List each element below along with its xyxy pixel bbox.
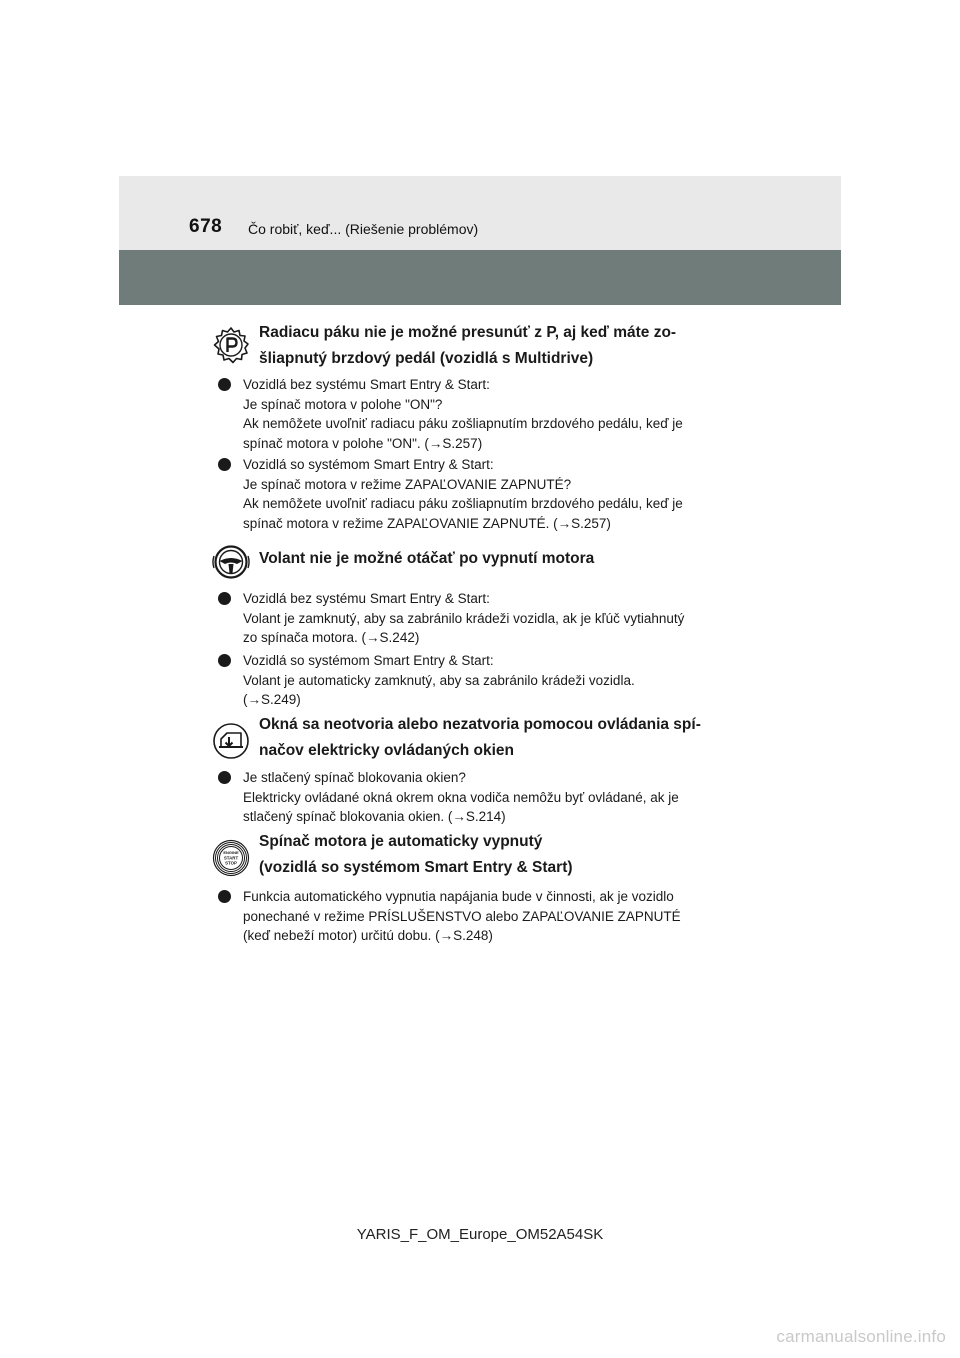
item-line: Vozidlá bez systému Smart Entry & Start: [243,377,490,392]
steering-lock-icon [212,543,250,581]
item-line: Je stlačený spínač blokovania okien? [243,770,466,785]
item-line: zo spínača motora. (→S.242) [243,630,420,645]
chapter-title: Čo robiť, keď... (Riešenie problémov) [248,221,479,237]
bullet-icon [218,378,231,391]
icon-label: START [223,855,239,861]
item-line: stlačený spínač blokovania okien. (→S.214) [243,809,506,824]
document-footer: YARIS_F_OM_Europe_OM52A54SK [356,1226,604,1243]
icon-label: ENGINE [223,850,239,855]
section-title [259,829,744,881]
title-line: (vozidlá so systémom Smart Entry & Start) [259,859,573,876]
section-title [259,546,744,572]
item-line: Je spínač motora v režime ZAPAĽOVANIE ZAPNUTÉ? [243,476,572,492]
item-line: Volant je zamknutý, aby sa zabránilo krádeži vozidla, ak je kľúč vytiahnutý [243,610,685,626]
engine-start-stop-icon [212,839,250,877]
bullet-icon [218,592,231,605]
item-line: Funkcia automatického vypnutia napájania bude v činnosti, ak je vozidlo [243,889,674,904]
item-line: ponechané v režime PRÍSLUŠENSTVO alebo ZAPAĽOVANIE ZAPNUTÉ [243,908,681,924]
bullet-icon [218,890,231,903]
item-line: Vozidlá so systémom Smart Entry & Start: [243,457,494,472]
watermark: carmanualsonline.info [776,1327,946,1346]
item-line: (→S.249) [243,692,301,707]
header-band [119,176,841,250]
bullet-icon [218,458,231,471]
list-item [218,768,745,827]
page-number: 678 [189,216,223,237]
p-gear-icon [212,326,250,364]
item-line: Ak nemôžete uvoľniť radiacu páku zošliapnutím brzdového pedálu, keď je [243,496,683,511]
bullet-icon [218,771,231,784]
section-title [259,712,744,764]
power-window-icon [212,722,250,760]
section-title [259,320,744,372]
title-line: Radiacu páku nie je možné presunúť z P, aj keď máte zo- [259,324,677,341]
item-line: spínač motora v režime ZAPAĽOVANIE ZAPNUTÉ. (→S.257) [243,515,611,531]
title-line: načov elektricky ovládaných okien [259,742,515,759]
list-item [218,651,745,710]
item-line: Volant je automaticky zamknutý, aby sa zabránilo krádeži vozidla. [243,672,635,688]
list-item [218,589,745,648]
title-line: Okná sa neotvoria alebo nezatvoria pomocou ovládania spí- [259,716,701,733]
item-line: Je spínač motora v polohe "ON"? [243,396,443,412]
bullet-icon [218,654,231,667]
item-line: Elektricky ovládané okná okrem okna vodiča nemôžu byť ovládané, ak je [243,789,679,805]
list-item [218,375,745,453]
item-line: Vozidlá bez systému Smart Entry & Start: [243,591,490,606]
list-item [218,887,745,946]
item-line: Ak nemôžete uvoľniť radiacu páku zošliapnutím brzdového pedálu, keď je [243,416,683,431]
title-line: šliapnutý brzdový pedál (vozidlá s Multidrive) [259,350,594,367]
list-item [218,455,745,533]
item-line: (keď nebeží motor) určitú dobu. (→S.248) [243,928,493,943]
item-line: spínač motora v polohe "ON". (→S.257) [243,435,483,451]
title-line: Volant nie je možné otáčať po vypnutí motora [259,550,595,567]
item-line: Vozidlá so systémom Smart Entry & Start: [243,653,494,668]
title-line: Spínač motora je automaticky vypnutý [259,833,543,850]
icon-label: STOP [225,860,237,866]
header-dark-band [119,250,841,305]
